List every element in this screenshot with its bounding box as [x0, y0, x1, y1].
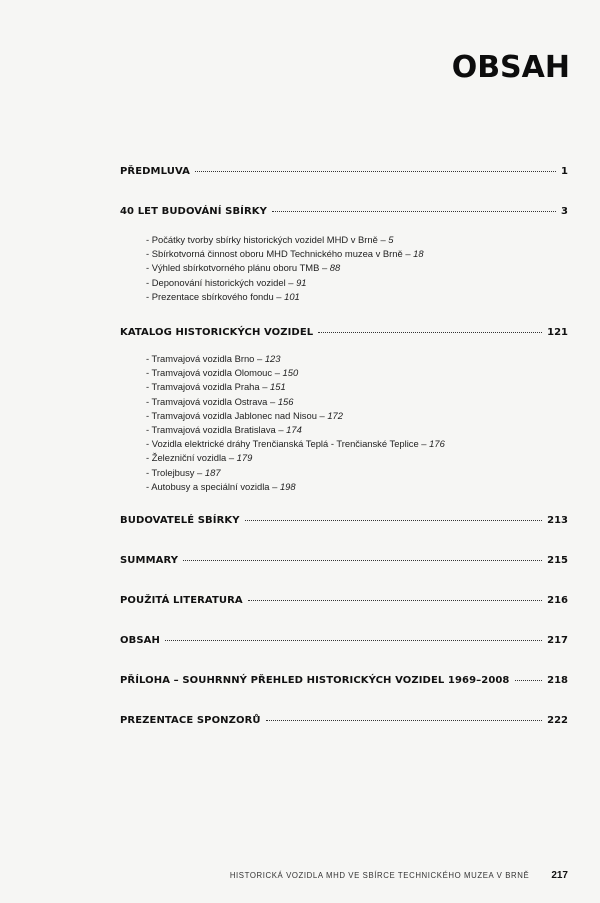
toc-entry-summary[interactable] — [120, 555, 568, 566]
running-title: HISTORICKÁ VOZIDLA MHD VE SBÍRCE TECHNICKÉHO MUZEA V BRNĚ — [229, 871, 530, 880]
dot-leader — [165, 640, 542, 641]
sublist-40-let — [146, 233, 424, 304]
toc-entry-page: 216 — [547, 595, 568, 606]
toc-entry-label: PŘEDMLUVA — [120, 166, 190, 177]
list-item[interactable]: - Tramvajová vozidla Brno – 123 — [146, 353, 281, 364]
list-item[interactable]: - Výhled sbírkotvorného plánu oboru TMB – 88 — [146, 262, 341, 274]
list-item[interactable]: - Autobusy a speciální vozidla – 198 — [146, 480, 296, 492]
toc-entry-katalog[interactable] — [120, 327, 568, 338]
toc-entry-sponzori[interactable] — [120, 715, 568, 726]
list-item[interactable]: - Prezentace sbírkového fondu – 101 — [146, 290, 300, 302]
page-number: 217 — [551, 870, 568, 881]
toc-entry-label: 40 LET BUDOVÁNÍ SBÍRKY — [120, 206, 267, 217]
list-item[interactable]: - Tramvajová vozidla Jablonec nad Nisou – 172 — [146, 409, 343, 421]
toc-entry-40-let[interactable] — [120, 206, 568, 217]
toc-entry-label: POUŽITÁ LITERATURA — [120, 595, 243, 606]
toc-entry-page: 121 — [547, 327, 568, 338]
dot-leader — [318, 332, 542, 333]
toc-entry-page: 218 — [547, 675, 568, 686]
toc-entry-page: 3 — [561, 206, 568, 217]
dot-leader — [245, 520, 543, 521]
list-item[interactable]: - Tramvajová vozidla Praha – 151 — [146, 381, 286, 393]
page-title: OBSAH — [451, 50, 570, 85]
dot-leader — [183, 560, 542, 561]
toc-entry-predmluva[interactable] — [120, 166, 568, 177]
toc-entry-obsah[interactable] — [120, 635, 568, 646]
toc-entry-page: 215 — [547, 555, 568, 566]
sublist-katalog — [146, 352, 445, 494]
toc-entry-label: SUMMARY — [120, 555, 179, 566]
list-item[interactable]: - Deponování historických vozidel – 91 — [146, 276, 307, 288]
toc-entry-label: KATALOG HISTORICKÝCH VOZIDEL — [120, 327, 314, 338]
list-item[interactable]: - Vozidla elektrické dráhy Trenčianská Teplá - Trenčianské Teplice – 176 — [146, 438, 445, 450]
dot-leader — [515, 680, 543, 681]
list-item[interactable]: - Trolejbusy – 187 — [146, 466, 221, 478]
list-item[interactable]: - Tramvajová vozidla Ostrava – 156 — [146, 395, 294, 407]
list-item[interactable]: - Počátky tvorby sbírky historických vozidel MHD v Brně – 5 — [146, 234, 394, 245]
toc-entry-priloha[interactable] — [120, 675, 568, 686]
toc-entry-label: BUDOVATELÉ SBÍRKY — [120, 515, 240, 526]
toc-entry-label: OBSAH — [120, 635, 160, 646]
toc-entry-budovatele[interactable] — [120, 515, 568, 526]
list-item[interactable]: - Železniční vozidla – 179 — [146, 452, 253, 464]
toc-entry-label: PREZENTACE SPONZORŮ — [120, 715, 261, 726]
toc-entry-page: 222 — [547, 715, 568, 726]
toc-entry-literatura[interactable] — [120, 595, 568, 606]
dot-leader — [195, 171, 556, 172]
dot-leader — [248, 600, 542, 601]
page-footer — [0, 870, 568, 881]
list-item[interactable]: - Tramvajová vozidla Bratislava – 174 — [146, 423, 302, 435]
list-item[interactable]: - Tramvajová vozidla Olomouc – 150 — [146, 367, 299, 379]
toc-entry-page: 213 — [547, 515, 568, 526]
toc-entry-label: PŘÍLOHA – SOUHRNNÝ PŘEHLED HISTORICKÝCH VOZIDEL 1969–2008 — [120, 675, 510, 686]
toc-entry-page: 1 — [561, 166, 568, 177]
dot-leader — [272, 211, 556, 212]
list-item[interactable]: - Sbírkotvorná činnost oboru MHD Technického muzea v Brně – 18 — [146, 248, 424, 260]
dot-leader — [266, 720, 543, 721]
toc-entry-page: 217 — [547, 635, 568, 646]
